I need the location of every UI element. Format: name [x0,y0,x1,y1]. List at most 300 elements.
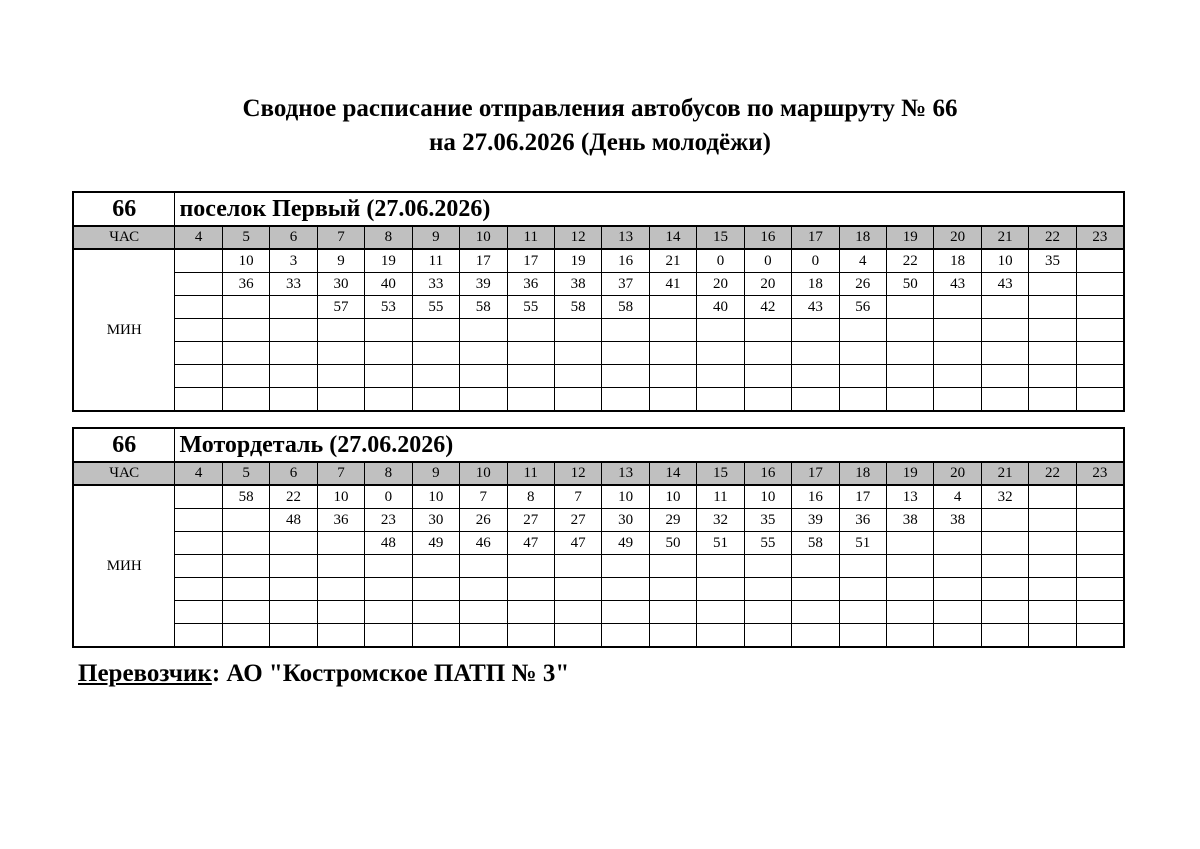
minute-cell [270,578,317,601]
minute-cell [412,555,459,578]
minute-cell [1076,624,1124,648]
minute-cell [222,365,269,388]
minute-cell [887,624,934,648]
minute-cell [222,578,269,601]
document-title [0,92,1200,160]
minute-cell: 49 [412,532,459,555]
minutes-row [73,249,1124,273]
minute-cell [460,578,507,601]
minute-cell [887,555,934,578]
minute-cell [649,342,696,365]
minute-cell [507,365,554,388]
minute-cell: 39 [460,273,507,296]
minute-cell [1029,296,1076,319]
minutes-row [73,555,1124,578]
minute-cell [507,342,554,365]
minute-cell: 16 [602,249,649,273]
minute-cell: 22 [270,485,317,509]
hour-cell: 5 [222,462,269,485]
minute-cell [602,624,649,648]
minutes-row [73,319,1124,342]
minute-cell [412,319,459,342]
minute-label: МИН [73,485,175,647]
minute-cell [792,342,839,365]
minute-cell [1076,342,1124,365]
minute-cell [792,365,839,388]
minute-cell [554,319,601,342]
minute-cell [792,578,839,601]
minute-cell [175,249,222,273]
carrier-line [78,660,569,688]
minute-cell [412,578,459,601]
hour-cell: 4 [175,462,222,485]
minute-cell [697,624,744,648]
minute-cell [602,319,649,342]
minute-cell [175,509,222,532]
minute-cell [602,578,649,601]
hour-cell: 17 [792,226,839,249]
minute-cell [934,388,981,412]
minute-cell [1076,296,1124,319]
minute-cell [1076,509,1124,532]
minute-cell [1076,485,1124,509]
minute-cell [981,388,1028,412]
minute-cell: 26 [839,273,886,296]
minute-cell: 35 [744,509,791,532]
minute-cell: 42 [744,296,791,319]
minute-cell [460,601,507,624]
minute-cell [412,601,459,624]
minute-cell: 20 [744,273,791,296]
minute-cell: 30 [602,509,649,532]
minute-cell [460,388,507,412]
minute-cell [792,601,839,624]
minute-cell [839,624,886,648]
minute-cell [1076,578,1124,601]
minute-cell [1076,532,1124,555]
minute-cell: 33 [412,273,459,296]
minute-cell [649,624,696,648]
minute-cell [412,342,459,365]
minute-cell: 20 [697,273,744,296]
minute-cell: 13 [887,485,934,509]
hour-cell: 22 [1029,226,1076,249]
minute-cell [365,388,412,412]
minutes-row [73,509,1124,532]
route-header-row [73,192,1124,226]
minute-cell [981,509,1028,532]
minute-cell: 4 [839,249,886,273]
minute-cell: 0 [792,249,839,273]
minute-cell [602,555,649,578]
hour-cell: 23 [1076,462,1124,485]
minute-cell: 10 [649,485,696,509]
hour-label: ЧАС [73,226,175,249]
minute-cell [1076,249,1124,273]
minute-cell: 4 [934,485,981,509]
minute-cell [412,624,459,648]
hour-cell: 21 [981,226,1028,249]
minute-cell [554,365,601,388]
minute-cell: 51 [839,532,886,555]
hour-cell: 11 [507,226,554,249]
minute-cell: 32 [697,509,744,532]
minute-cell [1029,273,1076,296]
minute-cell [744,601,791,624]
minute-cell [649,388,696,412]
minute-cell [602,365,649,388]
title-line-2: на 27.06.2026 (День молодёжи) [429,129,771,156]
minute-cell [1076,365,1124,388]
hour-cell: 4 [175,226,222,249]
minute-cell: 53 [365,296,412,319]
minute-cell [744,578,791,601]
minute-cell [744,624,791,648]
minute-cell [175,485,222,509]
hour-cell: 21 [981,462,1028,485]
minute-cell [744,319,791,342]
hour-cell: 9 [412,226,459,249]
hour-cell: 10 [460,462,507,485]
minute-cell [839,388,886,412]
minute-cell [222,319,269,342]
minute-cell [839,342,886,365]
minute-cell [270,555,317,578]
hour-cell: 19 [887,462,934,485]
minute-cell [365,578,412,601]
minute-cell [554,388,601,412]
minute-cell: 38 [934,509,981,532]
hour-cell: 7 [317,462,364,485]
minute-cell [554,624,601,648]
minute-cell [460,342,507,365]
minute-cell: 48 [365,532,412,555]
minute-cell [222,624,269,648]
hour-cell: 20 [934,226,981,249]
minute-cell [317,601,364,624]
minute-cell: 55 [744,532,791,555]
hour-cell: 16 [744,226,791,249]
minute-cell [1029,532,1076,555]
minute-cell [981,624,1028,648]
minute-cell: 27 [507,509,554,532]
hour-cell: 6 [270,226,317,249]
minute-cell: 21 [649,249,696,273]
minute-cell [270,532,317,555]
minute-cell [365,601,412,624]
minute-cell [222,555,269,578]
minute-cell [1076,273,1124,296]
minute-cell [222,532,269,555]
minute-cell [175,273,222,296]
minute-cell [1076,555,1124,578]
minute-cell: 0 [697,249,744,273]
minute-cell [981,365,1028,388]
minute-cell: 36 [839,509,886,532]
minute-cell: 37 [602,273,649,296]
minute-cell: 58 [554,296,601,319]
minute-cell [602,388,649,412]
minute-cell [270,296,317,319]
minute-cell [222,509,269,532]
minute-cell [697,319,744,342]
minute-cell [460,319,507,342]
minute-cell [317,578,364,601]
hour-cell: 20 [934,462,981,485]
hour-cell: 8 [365,226,412,249]
minute-cell [175,578,222,601]
minute-cell [697,342,744,365]
minute-cell [507,624,554,648]
hour-cell: 10 [460,226,507,249]
minute-cell [175,319,222,342]
minute-cell [175,532,222,555]
minute-cell: 58 [602,296,649,319]
minute-cell [175,555,222,578]
minute-cell [934,532,981,555]
hour-cell: 13 [602,226,649,249]
minute-cell: 18 [934,249,981,273]
hour-cell: 7 [317,226,364,249]
minute-cell [934,601,981,624]
route-header-row [73,428,1124,462]
minute-cell: 0 [365,485,412,509]
hour-cell: 12 [554,226,601,249]
minute-cell [744,342,791,365]
minute-cell: 33 [270,273,317,296]
minute-cell: 36 [222,273,269,296]
minutes-row [73,296,1124,319]
carrier-label: Перевозчик [78,660,212,687]
minutes-row [73,578,1124,601]
minute-cell [649,601,696,624]
minute-cell: 43 [981,273,1028,296]
minute-cell [602,601,649,624]
minute-cell [507,319,554,342]
minute-cell [839,601,886,624]
minute-cell [934,342,981,365]
minute-cell: 48 [270,509,317,532]
minute-cell: 7 [460,485,507,509]
minute-cell [412,365,459,388]
minute-cell [1029,601,1076,624]
minute-cell [934,319,981,342]
minute-cell [792,624,839,648]
minute-cell [317,388,364,412]
minute-cell: 57 [317,296,364,319]
minute-cell: 55 [507,296,554,319]
minute-cell [697,388,744,412]
minute-cell [270,319,317,342]
minute-cell: 11 [697,485,744,509]
hour-cell: 8 [365,462,412,485]
minute-cell: 16 [792,485,839,509]
minute-cell [1076,601,1124,624]
minute-cell: 26 [460,509,507,532]
minute-cell [412,388,459,412]
minute-cell [317,342,364,365]
minute-cell [697,578,744,601]
minute-cell [1029,509,1076,532]
minute-cell [365,365,412,388]
hour-cell: 14 [649,462,696,485]
hour-cell: 19 [887,226,934,249]
minute-cell [887,388,934,412]
minute-cell [792,388,839,412]
minute-cell [175,342,222,365]
hour-cell: 6 [270,462,317,485]
minute-cell [175,601,222,624]
minutes-row [73,365,1124,388]
minute-cell [507,555,554,578]
minute-cell [554,601,601,624]
minute-cell [317,532,364,555]
minute-cell [744,555,791,578]
minute-cell [981,319,1028,342]
minute-cell: 10 [222,249,269,273]
minute-cell [1029,578,1076,601]
minute-cell: 40 [365,273,412,296]
minute-cell [317,624,364,648]
minute-cell [697,365,744,388]
minute-cell: 58 [222,485,269,509]
minute-cell [649,296,696,319]
minute-cell: 10 [412,485,459,509]
hours-row [73,462,1124,485]
hour-cell: 14 [649,226,696,249]
stop-name: Мотордеталь (27.06.2026) [175,428,1124,462]
minute-cell: 7 [554,485,601,509]
minute-cell [554,555,601,578]
minute-cell [934,296,981,319]
minute-cell [934,624,981,648]
minute-cell: 11 [412,249,459,273]
hour-cell: 11 [507,462,554,485]
minute-cell [1029,342,1076,365]
minute-cell: 55 [412,296,459,319]
minute-cell [175,365,222,388]
minute-cell [270,365,317,388]
minute-cell: 58 [460,296,507,319]
minute-cell [981,555,1028,578]
minute-cell [1029,555,1076,578]
minute-cell [649,319,696,342]
minute-cell [887,578,934,601]
minute-cell [460,555,507,578]
minute-cell: 35 [1029,249,1076,273]
minute-cell [365,319,412,342]
minute-cell [365,555,412,578]
minute-cell [744,388,791,412]
minute-cell [649,555,696,578]
schedule-table-motordetal [72,427,1125,648]
minute-cell [507,388,554,412]
hour-cell: 17 [792,462,839,485]
minute-cell [981,342,1028,365]
hour-cell: 23 [1076,226,1124,249]
minute-cell [1029,388,1076,412]
minute-cell [507,578,554,601]
minute-cell: 49 [602,532,649,555]
minute-cell [934,365,981,388]
minute-cell: 50 [887,273,934,296]
minute-cell: 17 [507,249,554,273]
hour-cell: 12 [554,462,601,485]
minute-cell: 38 [554,273,601,296]
minute-cell [981,532,1028,555]
minute-cell [222,388,269,412]
minute-cell [1029,319,1076,342]
minute-cell [887,601,934,624]
minutes-row [73,388,1124,412]
minute-cell [175,296,222,319]
minute-cell [697,601,744,624]
minute-cell [270,388,317,412]
stop-name: поселок Первый (27.06.2026) [175,192,1124,226]
minute-cell: 43 [792,296,839,319]
minute-cell: 30 [412,509,459,532]
minute-cell [1076,319,1124,342]
hour-label: ЧАС [73,462,175,485]
minute-cell [981,578,1028,601]
minute-cell: 8 [507,485,554,509]
minute-cell: 10 [744,485,791,509]
minute-cell [1076,388,1124,412]
minute-cell [317,555,364,578]
minute-label: МИН [73,249,175,411]
minute-cell: 22 [887,249,934,273]
minute-cell [887,365,934,388]
minutes-row [73,273,1124,296]
hour-cell: 18 [839,462,886,485]
minutes-row [73,601,1124,624]
minute-cell [460,624,507,648]
minute-cell [744,365,791,388]
minute-cell: 41 [649,273,696,296]
minute-cell [1029,485,1076,509]
minute-cell [981,296,1028,319]
minute-cell: 18 [792,273,839,296]
minute-cell [934,578,981,601]
hour-cell: 13 [602,462,649,485]
minute-cell [222,296,269,319]
minute-cell: 10 [602,485,649,509]
minute-cell: 27 [554,509,601,532]
hour-cell: 16 [744,462,791,485]
hour-cell: 22 [1029,462,1076,485]
minute-cell [365,342,412,365]
minute-cell [887,319,934,342]
minute-cell [1029,624,1076,648]
minutes-row [73,532,1124,555]
minute-cell [317,365,364,388]
minute-cell [602,342,649,365]
hour-cell: 15 [697,226,744,249]
minute-cell: 32 [981,485,1028,509]
minute-cell [507,601,554,624]
hours-row [73,226,1124,249]
minute-cell [981,601,1028,624]
minute-cell: 17 [460,249,507,273]
minute-cell [222,342,269,365]
minute-cell: 36 [317,509,364,532]
minutes-row [73,624,1124,648]
minutes-row [73,485,1124,509]
minute-cell: 51 [697,532,744,555]
minute-cell: 47 [507,532,554,555]
minute-cell: 19 [365,249,412,273]
minute-cell: 29 [649,509,696,532]
